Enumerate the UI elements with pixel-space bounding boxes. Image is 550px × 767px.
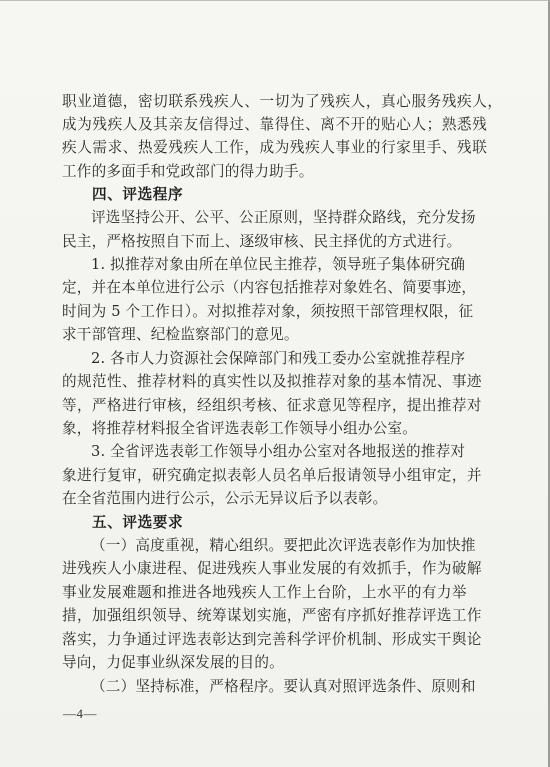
section-heading: 四、评选程序 [92, 186, 184, 203]
body-line: 落实，力争通过评选表彰达到完善科学评价机制、形成实干舆论 [62, 631, 482, 648]
body-line: 民主，严格按照自下而上、逐级审核、民主择优的方式进行。 [62, 233, 462, 250]
body-line: 象进行复审，研究确定拟表彰人员名单后报请领导小组审定，并 [62, 467, 482, 484]
body-line: 事业发展难题和推进各地残疾人工作上台阶，上水平的有力举 [62, 584, 467, 601]
body-line: 职业道德，密切联系残疾人、一切为了残疾人，真心服务残疾人， [62, 93, 503, 110]
body-line: 3. 全省评选表彰工作领导小组办公室对各地报送的推荐对 [91, 443, 466, 460]
body-line: （二）坚持标准，严格程序。要认真对照评选条件、原则和 [91, 678, 476, 695]
body-line: 1. 拟推荐对象由所在单位民主推荐，领导班子集体研究确 [91, 256, 466, 273]
body-line: 进残疾人小康进程、促进残疾人事业发展的有效抓手，作为破解 [62, 560, 482, 577]
body-line: 2. 各市人力资源社会保障部门和残工委办公室就推荐程序 [91, 350, 466, 367]
body-line: 措，加强组织领导、统筹谋划实施，严密有序抓好推荐评选工作 [62, 607, 482, 624]
body-line: 导向，力促事业纵深发展的目的。 [62, 654, 284, 671]
body-line: 成为残疾人及其亲友信得过、靠得住、离不开的贴心人；熟悉残 [62, 116, 488, 133]
body-line: 工作的多面手和党政部门的得力助手。 [62, 163, 314, 180]
body-line: 时间为 5 个工作日）。对拟推荐对象，须按照干部管理权限，征 [62, 303, 474, 320]
section-heading: 五、评选要求 [92, 514, 184, 531]
page-number: —4— [63, 706, 97, 721]
body-line: 在全省范围内进行公示，公示无异议后予以表彰。 [62, 490, 388, 507]
body-line: 象，将推荐材料报全省评选表彰工作领导小组办公室。 [62, 420, 418, 437]
body-line: 定，并在本单位进行公示（内容包括推荐对象姓名、简要事迹， [62, 279, 477, 296]
body-line: 求干部管理、纪检监察部门的意见。 [62, 326, 299, 343]
body-line: 评选坚持公开、公平、公正原则，坚持群众路线，充分发扬 [91, 209, 476, 226]
body-line: 等，严格进行审核，经组织考核、征求意见等程序，提出推荐对 [62, 397, 482, 414]
body-line: 的规范性、推荐材料的真实性以及拟推荐对象的基本情况、事迹 [62, 373, 482, 390]
body-line: 疾人需求、热爱残疾人工作，成为残疾人事业的行家里手、残联 [62, 139, 488, 156]
body-line: （一）高度重视，精心组织。要把此次评选表彰作为加快推 [91, 537, 476, 554]
